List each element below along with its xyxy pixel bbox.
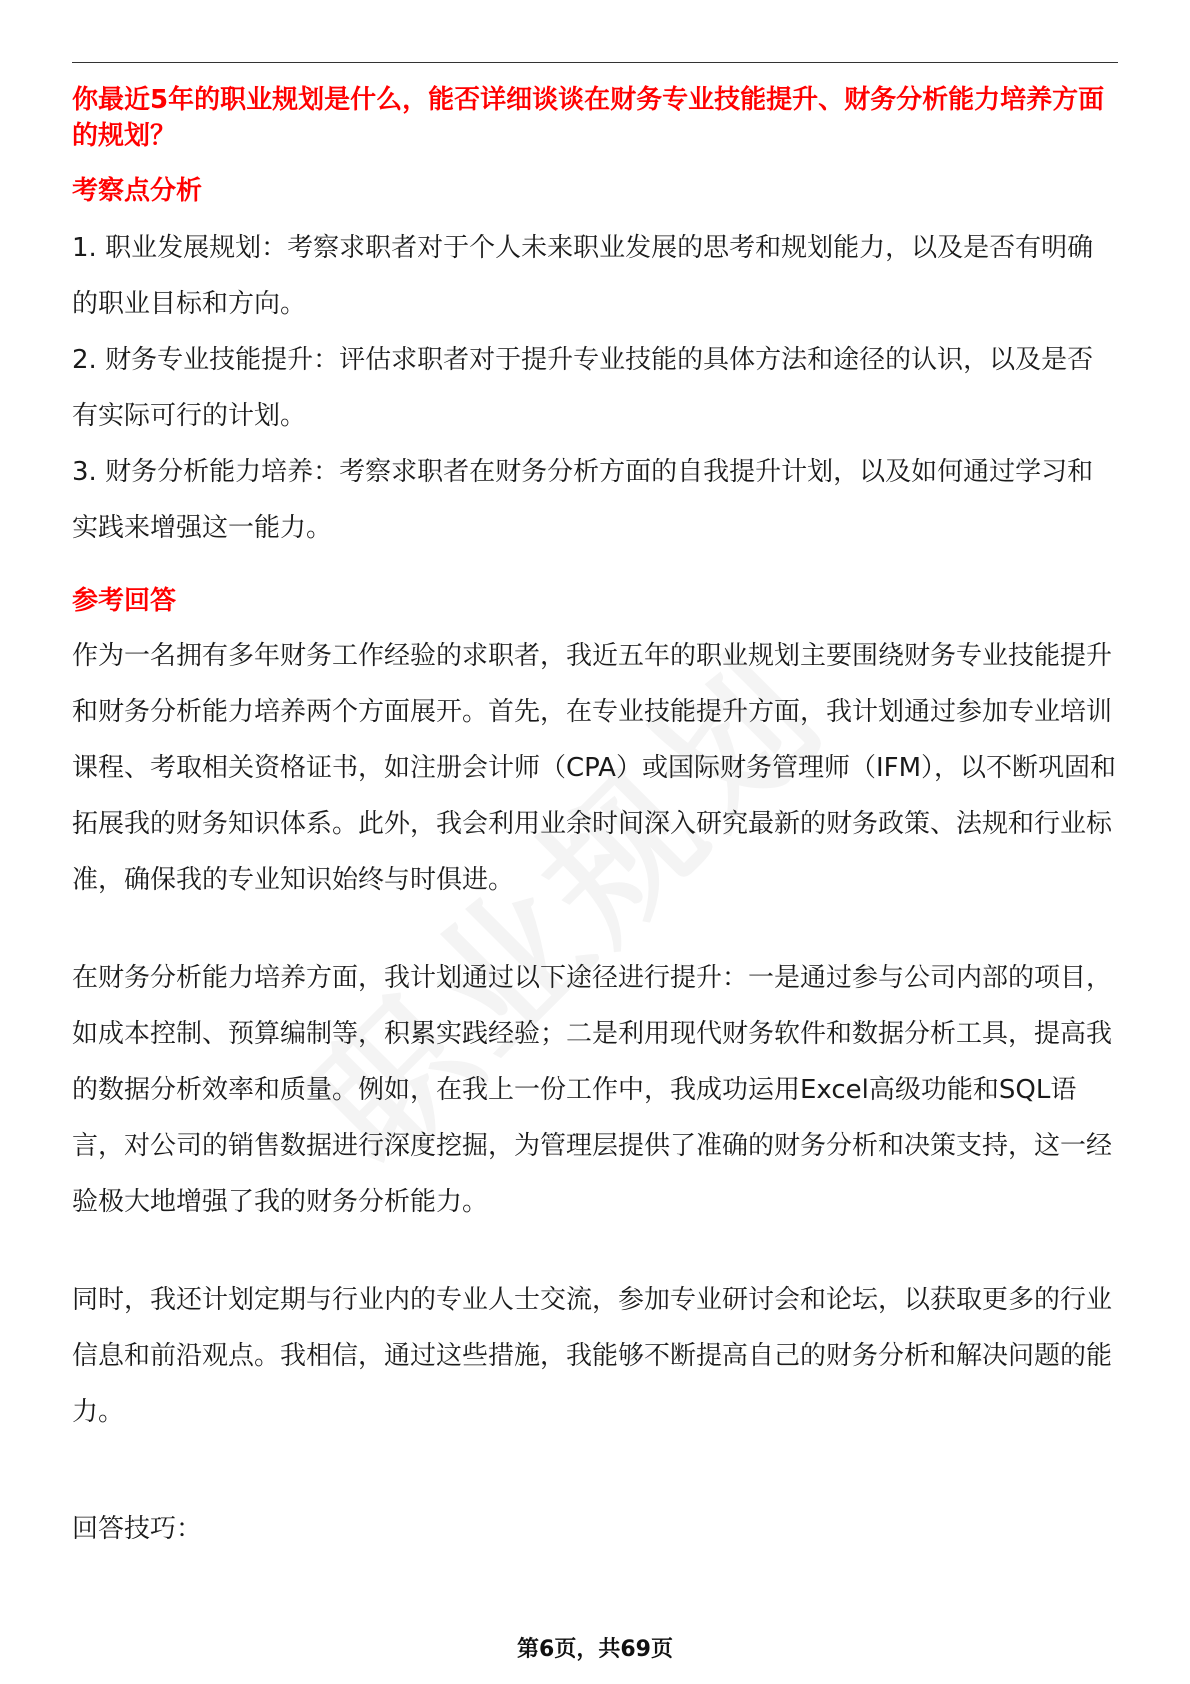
tips-title: 回答技巧：: [72, 1514, 203, 1544]
answer-body: [72, 628, 1118, 1440]
answer-paragraph: 作为一名拥有多年财务工作经验的求职者，我近五年的职业规划主要围绕财务专业技能提升和财务分析能力培养两个方面展开。首先，在专业技能提升方面，我计划通过参加专业培训课程、考取相关资格证书，如注册会计师（CPA）或国际财务管理师（IFM），以不断巩固和拓展我的财务知识体系。此外，我会利用业余时间深入研究最新的财务政策、法规和行业标准，确保我的专业知识始终与时俱进。: [72, 641, 1117, 895]
page-number: 第6页，共69页: [517, 1637, 673, 1662]
answer-paragraph: 在财务分析能力培养方面，我计划通过以下途径进行提升：一是通过参与公司内部的项目，如成本控制、预算编制等，积累实践经验；二是利用现代财务软件和数据分析工具，提高我的数据分析效率和质量。例如，在我上一份工作中，我成功运用Excel高级功能和SQL语言，对公司的销售数据进行深度挖掘，为管理层提供了准确的财务分析和决策支持，这一经验极大地增强了我的财务分析能力。: [72, 963, 1113, 1217]
top-rule: [72, 62, 1118, 63]
analysis-point: 3. 财务分析能力培养：考察求职者在财务分析方面的自我提升计划，以及如何通过学习和实践来增强这一能力。: [72, 457, 1094, 543]
answer-title: 参考回答: [72, 586, 177, 616]
analysis-title: 考察点分析: [72, 176, 203, 206]
analysis-point: 2. 财务专业技能提升：评估求职者对于提升专业技能的具体方法和途径的认识，以及是否有实际可行的计划。: [72, 345, 1094, 431]
analysis-points: [72, 220, 1118, 556]
question-heading: 你最近5年的职业规划是什么，能否详细谈谈在财务专业技能提升、财务分析能力培养方面的规划？: [72, 85, 1105, 151]
analysis-point: 1. 职业发展规划：考察求职者对于个人未来职业发展的思考和规划能力，以及是否有明确的职业目标和方向。: [72, 233, 1094, 319]
document-body: [72, 78, 1118, 1546]
answer-paragraph: 同时，我还计划定期与行业内的专业人士交流，参加专业研讨会和论坛，以获取更多的行业信息和前沿观点。我相信，通过这些措施，我能够不断提高自己的财务分析和解决问题的能力。: [72, 1285, 1113, 1427]
